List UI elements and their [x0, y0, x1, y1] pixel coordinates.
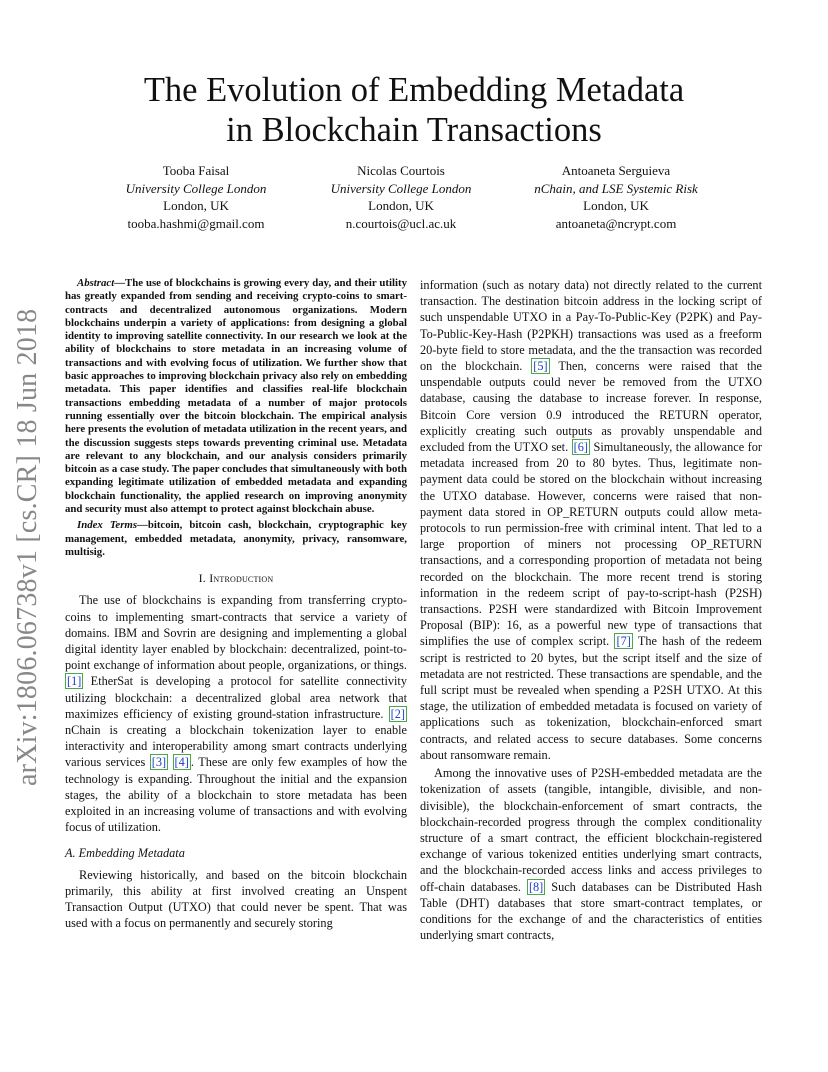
author-email[interactable]: n.courtois@ucl.ac.uk: [345, 215, 457, 231]
author-location: London, UK: [163, 198, 229, 213]
author-name: Tooba Faisal: [162, 163, 230, 178]
abstract-label: Abstract: [77, 277, 115, 289]
author-name: Nicolas Courtois: [357, 163, 445, 178]
embedding-paragraph: Reviewing historically, and based on the bitcoin blockchain primarily, this ability at first involved creating an Unspent Transaction Output (UTXO) that could never be spent. That was used with a focus on permanently and securely storing: [65, 867, 407, 931]
right-text-3: Simultaneously, the allowance for metadata increased from 20 to 80 bytes. Thus, legitimate non-payment data could be stored on the blockchain without increasing the UTXO database. However, concerns were raised that non-payment data stored in OP_RETURN outputs could allow meta-protocols to run permission-free with criminal intent. That led to a large proportion of miners not processing OP_RETURN transactions, and a corresponding proportion of metadata not being recorded on the blockchain. The more recent trend is storing information in the redeem script of pay-to-script-hash (P2SH) transactions. P2SH were standardized with Bitcoin Improvement Proposal (BIP): 16, as a powerful new type of transactions that simplifies the use of complex script.: [420, 440, 762, 649]
left-column: [65, 277, 407, 932]
arxiv-identifier-stamp: arXiv:1806.06738v1 [cs.CR] 18 Jun 2018: [12, 308, 43, 786]
author-location: London, UK: [583, 198, 649, 213]
intro-paragraph: [65, 592, 407, 835]
right-text-6: Such databases can be Distributed Hash Table (DHT) databases that store smart-contract templates, or conditions for the exchange of and the characteristics of entities underlying smart contracts,: [420, 879, 762, 943]
author-3: [501, 162, 731, 232]
right-text-2: Then, concerns were raised that the unspendable outputs could never be removed from the UTXO database, causing the database to increase forever. In response, Bitcoin Core version 0.9 introduced the RETURN operator, explicitly creating such outputs as provably unspendable and excluded from the UTXO set.: [420, 359, 762, 455]
index-terms: [65, 519, 407, 559]
intro-text-2: EtherSat is developing a protocol for satellite connectivity utilizing blockchain: a decentralized global area network that maximizes efficiency of existing ground-station infrastructure.: [65, 674, 407, 721]
citation-link-1[interactable]: [1]: [67, 674, 82, 689]
author-affiliation: University College London: [125, 180, 267, 196]
citation-link-8[interactable]: [8]: [528, 879, 544, 894]
right-paragraph-1: [420, 277, 762, 763]
intro-text-3: nChain is creating a blockchain tokenization layer to enable interactivity and interoperability among smart contracts underlying various services: [65, 723, 407, 770]
intro-text-1: The use of blockchains is expanding from transferring crypto-coins to implementing smart-contracts that service a variety of domains. IBM and Sovrin are designing and implementing a global digital identity layer enabled by blockchain: decentralized, point-to-point exchange of information about people, organizations, or things.: [65, 593, 407, 673]
citation-link-7[interactable]: [7]: [616, 634, 631, 649]
right-text-5: Among the innovative uses of P2SH-embedded metadata are the tokenization of assets (tangible, intangible, divisible, and non-divisible), the blockchain-enforcement of smart contracts, the blockchain-recorded progress through the complex conditionality structure of a smart contract, the efficient blockchain-registered exchange of various tokenized entities underlying smart contracts, and the blockchain-recorded access links and access privileges to off-chain databases.: [420, 766, 762, 894]
abstract: [65, 277, 407, 516]
right-column: [420, 277, 762, 943]
citation-link-4[interactable]: [4]: [174, 755, 189, 770]
intro-text-4: . These are only few examples of how the technology is expanding. Throughout the initial and the expansion stages, the ability of a blockchain to store metadata has been exploited in an increasing volume of transactions and with evolving focus of utilization.: [65, 755, 407, 835]
section-heading-text: I. Introduction: [198, 571, 274, 586]
right-text-4: The hash of the redeem script is restricted to 20 bytes, but the script itself and the size of metadata are not restricted. These transactions are spendable, and the full script must be revealed when spending a P2SH UTXO. At this stage, the utilization of embedded metadata is focused on variety of applications such as tokenization, blockchain-enforced smart contracts, and related access to secure databases. Some concerns about ransomware remain.: [420, 634, 762, 762]
title-line-1: The Evolution of Embedding Metadata: [143, 71, 685, 109]
right-paragraph-2: [420, 765, 762, 943]
citation-link-3[interactable]: [3]: [151, 755, 167, 770]
author-email[interactable]: tooba.hashmi@gmail.com: [127, 215, 265, 231]
citation-link-2[interactable]: [2]: [390, 706, 405, 721]
right-text-1: information (such as notary data) not directly related to the current transaction. The destination bitcoin address in the locking script of such unspendable UTXO in a Pay-To-Public-Key (P2PK) and Pay-To-Public-Key-Hash (P2PKH) transactions was used as a freeform 20-byte field to store metadata, and the the transaction was recorded on the blockchain.: [420, 278, 762, 374]
citation-separator: [168, 755, 172, 769]
author-1: [81, 162, 311, 232]
author-affiliation: University College London: [330, 180, 472, 196]
paper-title: [0, 70, 828, 150]
index-terms-text: —bitcoin, bitcoin cash, blockchain, cryptographic key management, embedded metadata, anonymity, privacy, ransomware, multisig.: [65, 519, 407, 558]
author-email[interactable]: antoaneta@ncrypt.com: [555, 215, 677, 231]
author-affiliation: nChain, and LSE Systemic Risk: [534, 180, 698, 196]
citation-link-5[interactable]: [5]: [533, 359, 548, 374]
section-heading-introduction: [65, 570, 407, 586]
citation-link-6[interactable]: [6]: [573, 440, 589, 455]
author-location: London, UK: [368, 198, 434, 213]
author-name: Antoaneta Serguieva: [561, 163, 671, 178]
author-2: [286, 162, 516, 232]
index-terms-label: Index Terms: [77, 519, 138, 532]
subsection-heading-embedding-metadata: A. Embedding Metadata: [65, 846, 185, 861]
abstract-text: —The use of blockchains is growing every day, and their utility has greatly expanded from sending and receiving crypto-coins to smart-contracts and decentralized autonomous organizations. Modern blockchains underpin a variety of applications: from designing a global identity to improving satellite connectivity. In our research we look at the ability of blockchains to store metadata in an increasing volume of transactions and with evolving focus of utilization. We further show that basic approaches to improving blockchain privacy also rely on embedding metadata. This paper identifies and classifies real-life blockchain transactions embedding metadata of a number of major protocols running essentially over the bitcoin blockchain. The empirical analysis here presents the evolution of metadata utilization in the recent years, and the discussion suggests steps towards preventing criminal use. Metadata are relevant to any blockchain, and our analysis considers primarily bitcoin as a case study. The paper concludes that simultaneously with both expanding legitimate utilization of embedded metadata and expanding blockchain functionality, the applied research on improving anonymity and security must also attempt to protect against blockchain abuse.: [65, 277, 407, 516]
title-line-2: in Blockchain Transactions: [226, 111, 602, 149]
